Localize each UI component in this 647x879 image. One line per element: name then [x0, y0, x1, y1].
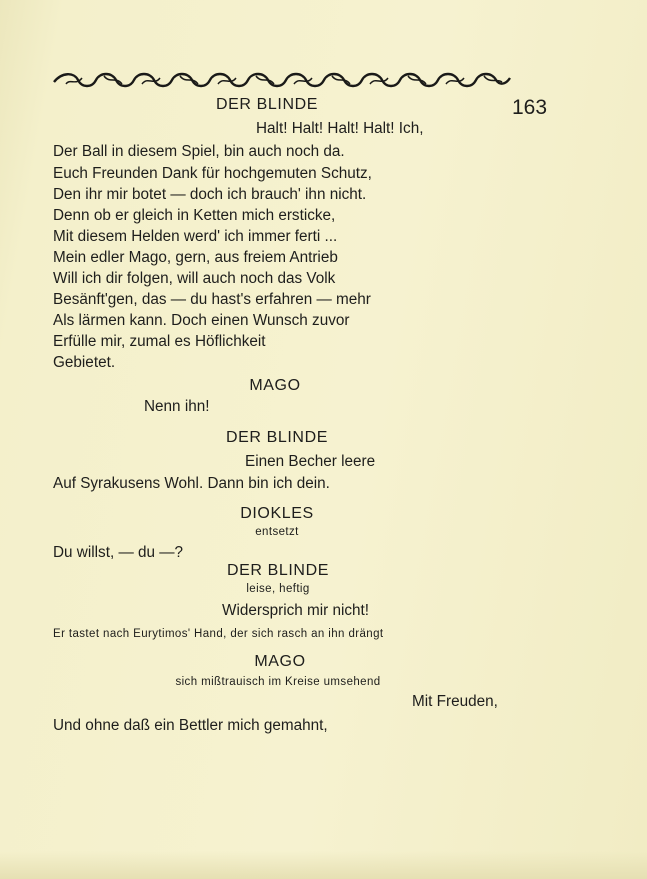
speaker-name: DER BLINDE [226, 562, 330, 579]
speaker-name: MAGO [249, 377, 301, 394]
verse-line: Nenn ihn! [144, 398, 210, 415]
verse-line: Als lärmen kann. Doch einen Wunsch zuvor [53, 312, 350, 329]
verse-line: Und ohne daß ein Bettler mich gemahnt, [53, 717, 328, 734]
verse-line: Besänft'gen, das — du hast's erfahren — mehr [53, 291, 371, 308]
verse-line: Auf Syrakusens Wohl. Dann bin ich dein. [53, 475, 330, 492]
verse-line: Will ich dir folgen, will auch noch das Volk [53, 270, 336, 287]
verse-line: Halt! Halt! Halt! Halt! Ich, [256, 120, 424, 137]
verse-line: Mit diesem Helden werd' ich immer ferti ... [53, 228, 338, 245]
verse-line: Mein edler Mago, gern, aus freiem Antrieb [53, 249, 338, 266]
speaker-name: MAGO [254, 653, 306, 670]
decorative-border-ornament [52, 70, 512, 90]
stage-direction: Er tastet nach Eurytimos' Hand, der sich rasch an ihn drängt [53, 628, 384, 640]
stage-direction: leise, heftig [246, 583, 310, 595]
verse-line: Euch Freunden Dank für hochgemuten Schutz, [53, 165, 372, 182]
verse-line: Der Ball in diesem Spiel, bin auch noch da. [53, 143, 345, 160]
running-header: DER BLINDE [216, 96, 319, 113]
verse-line: Mit Freuden, [412, 693, 498, 710]
page-number: 163 [512, 96, 548, 119]
verse-line: Einen Becher leere [245, 453, 376, 470]
verse-line: Erfülle mir, zumal es Höflichkeit [53, 333, 266, 350]
speaker-name: DIOKLES [240, 505, 314, 522]
speaker-name: DER BLINDE [225, 429, 329, 446]
stage-direction: sich mißtrauisch im Kreise umsehend [175, 676, 381, 688]
stage-direction: entsetzt [255, 526, 299, 538]
verse-line: Widersprich mir nicht! [222, 602, 370, 619]
verse-line: Denn ob er gleich in Ketten mich ersticke, [53, 207, 336, 224]
verse-line: Du willst, — du —? [53, 544, 184, 561]
verse-line: Den ihr mir botet — doch ich brauch' ihn nicht. [53, 186, 367, 203]
verse-line: Gebietet. [53, 354, 116, 371]
